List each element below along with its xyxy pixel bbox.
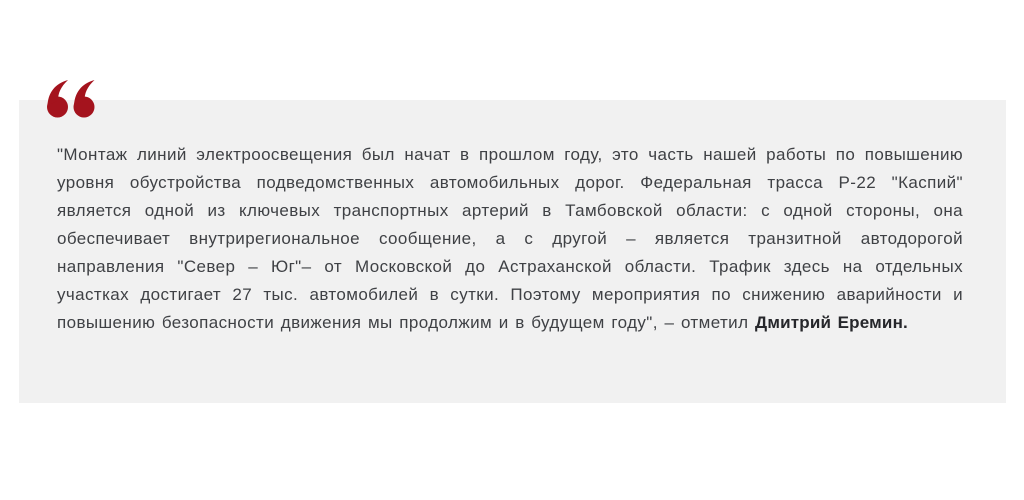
opening-quote-icon [47,80,95,118]
quote-text: "Монтаж линий электроосвещения был начат в прошлом году, это часть нашей работы по повышению уровня обустройства подведомственных автомобильных дорог. Федеральная трасса Р-22 "Каспий" является одной из ключевых транспортных артерий в Тамбовской области: с одной стороны, она обеспечивает внутрирегиональное сообщение, а с другой – является транзитной автодорогой направления "Север – Юг"– от Московской до Астраханской области. Трафик здесь на отдельных участках достигает 27 тыс. автомобилей в сутки. Поэтому мероприятия по снижению аварийности и повышению безопасности движения мы продолжим и в будущем году", – отметил [57,145,963,332]
quote-author: Дмитрий Еремин. [755,313,908,332]
quote-paragraph [57,141,963,337]
